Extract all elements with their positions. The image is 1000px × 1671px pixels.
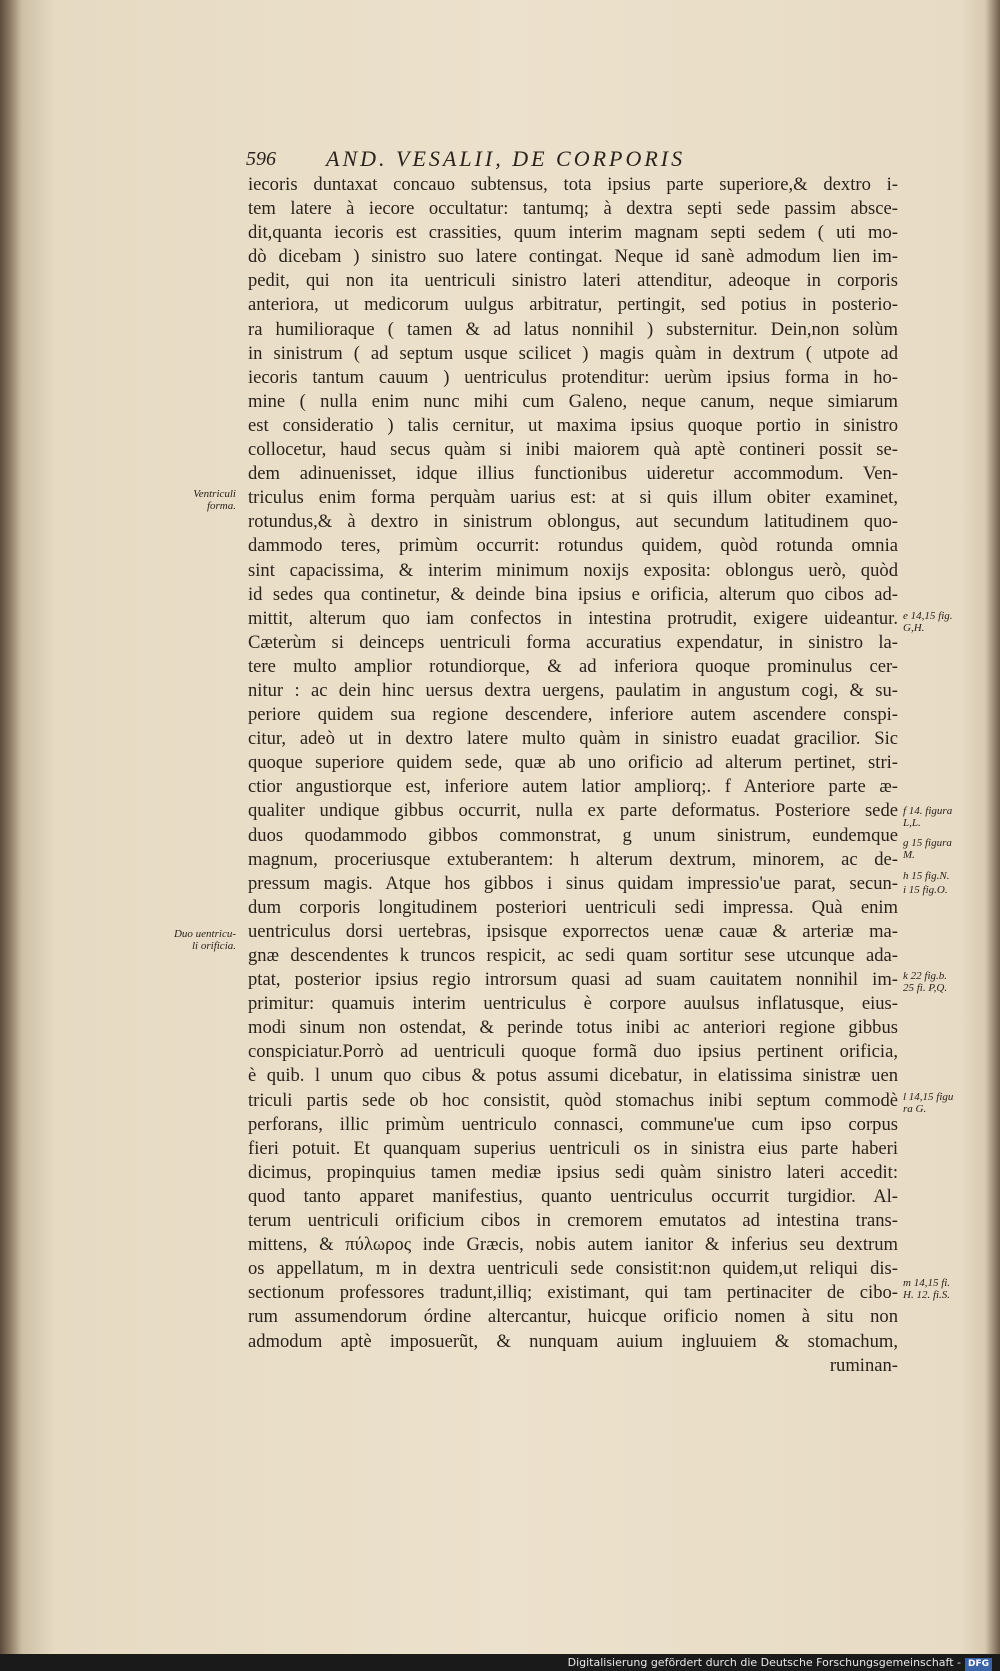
text-line: rotundus,& à dextro in sinistrum oblongus, aut secundum latitudinem quo- bbox=[248, 511, 898, 533]
text-line: quoque superiore quidem sede, quæ ab uno orificio ad alterum pertinet, stri- bbox=[248, 752, 898, 774]
text-line: dicimus, propinquius tamen mediæ ipsius sedi quàm sinistro lateri accedit: bbox=[248, 1161, 898, 1183]
text-line: perforans, illic primùm uentriculo connasci, commune'ue cum ipso corpus bbox=[248, 1113, 898, 1135]
margin-note-ref-f: f 14. figura L,L. bbox=[903, 805, 953, 829]
text-line: dit,quanta iecoris est crassities, quum interim magnam septi sedem ( uti mo- bbox=[248, 222, 898, 244]
text-line: mine ( nulla enim nunc mihi cum Galeno, neque canum, neque simiarum bbox=[248, 390, 898, 412]
text-line: triculus enim forma perquàm uarius est: at si quis illum obiter examinet, bbox=[248, 487, 898, 509]
text-line: mittit, alterum quo iam confectos in intestina protrudit, exigere uideantur. bbox=[248, 607, 898, 629]
text-line: dammodo teres, primùm occurrit: rotundus quidem, quòd rotunda omnia bbox=[248, 535, 898, 557]
text-line: admodum aptè imposuerũt, & nunquam auium ingluuiem & stomachum, bbox=[248, 1330, 898, 1352]
text-line: triculi partis sede ob hoc consistit, quòd stomachus inibi septum commodè bbox=[248, 1089, 898, 1111]
margin-note-ref-e: e 14,15 fig. G,H. bbox=[903, 610, 953, 634]
text-line: qualiter undique gibbus occurrit, nulla ex parte deformatus. Posteriore sede bbox=[248, 800, 898, 822]
body-text bbox=[248, 173, 898, 1378]
text-line: sint capacissima, & interim minimum noxijs exposita: oblongus uerò, quòd bbox=[248, 559, 898, 581]
footer-credit: Digitalisierung gefördert durch die Deutsche Forschungsgemeinschaft - bbox=[567, 1656, 961, 1669]
text-line: dem adinuenisset, idque illius functionibus uideretur accommodum. Ven- bbox=[248, 463, 898, 485]
text-line: modi sinum non ostendat, & perinde totus inibi ac anteriori regione gibbus bbox=[248, 1017, 898, 1039]
margin-note-ref-k: k 22 fig.b. 25 fi. P,Q. bbox=[903, 970, 948, 994]
text-line: Cæterùm si deinceps uentriculi forma accuratius expendatur, in sinistro la- bbox=[248, 631, 898, 653]
text-line: pressum magis. Atque hos gibbos i sinus quidam impressio'ue parat, secun- bbox=[248, 872, 898, 894]
text-line: est consideratio ) talis cernitur, ut maxima ipsius quoque portio in sinistro bbox=[248, 414, 898, 436]
text-line: dum corporis longitudinem posteriori uentriculi sedi impressa. Quà enim bbox=[248, 896, 898, 918]
text-line: anteriora, ut medicorum uulgus arbitratur, pertingit, sed potius in posterio- bbox=[248, 294, 898, 316]
margin-note-ventriculi-forma: Ventriculi forma. bbox=[193, 488, 236, 512]
digitization-footer bbox=[0, 1654, 1000, 1671]
text-line: periore quidem sua regione descendere, inferiore autem ascendere conspi- bbox=[248, 704, 898, 726]
text-line: in sinistrum ( ad septum usque scilicet ) magis quàm in dextrum ( utpote ad bbox=[248, 342, 898, 364]
margin-note-ref-m: m 14,15 fi. H. 12. fi.S. bbox=[903, 1277, 951, 1301]
margin-note-ref-l: l 14,15 figu ra G. bbox=[903, 1091, 954, 1115]
text-line: duos quodammodo gibbos commonstrat, g unum sinistrum, eundemque bbox=[248, 824, 898, 846]
running-head: AND. VESALII, DE CORPORIS bbox=[326, 146, 686, 171]
text-line: tem latere à iecore occultatur: tantumq; à dextra septi sede passim absce- bbox=[248, 198, 898, 220]
text-line: ra humilioraque ( tamen & ad latus nonnihil ) substernitur. Dein,non solùm bbox=[248, 318, 898, 340]
text-line: iecoris tantum cauum ) uentriculus protenditur: uerùm ipsius forma in ho- bbox=[248, 366, 898, 388]
text-line: dò dicebam ) sinistro suo latere contingat. Neque id sanè admodum lien im- bbox=[248, 246, 898, 268]
dfg-logo: DFG bbox=[965, 1658, 992, 1671]
text-line: sectionum professores tradunt,illiq; existimant, qui tam pertinaciter de cibo- bbox=[248, 1282, 898, 1304]
text-line: primitur: quamuis interim uentriculus è corpore auulsus inflatusque, eius- bbox=[248, 993, 898, 1015]
text-line: collocetur, haud secus quàm si inibi maiorem quà aptè contineri possit se- bbox=[248, 439, 898, 461]
text-line: citur, adeò ut in dextro latere multo quàm in sinistro euadat gracilior. Sic bbox=[248, 728, 898, 750]
text-line: fieri potuit. Et quanquam superius uentriculi os in sinistra eius parte haberi bbox=[248, 1137, 898, 1159]
text-line: quod tanto apparet manifestius, quanto uentriculus occurrit turgidior. Al- bbox=[248, 1185, 898, 1207]
text-line: magnum, proceriusque extuberantem: h alterum dextrum, minorem, ac de- bbox=[248, 848, 898, 870]
text-line: conspiciatur.Porrò ad uentriculi quoque formã duo ipsius pertinent orificia, bbox=[248, 1041, 898, 1063]
text-line: è quib. l unum quo cibus & potus assumi dicebatur, in elatissima sinistræ uen bbox=[248, 1065, 898, 1087]
page-header bbox=[246, 148, 778, 174]
text-line: pedit, qui non ita uentriculi sinistro lateri attenditur, adeoque in corporis bbox=[248, 270, 898, 292]
page-number: 596 bbox=[246, 148, 276, 170]
text-line: ctior angustiorque est, inferiore autem latior ampliorq;. f Anteriore parte æ- bbox=[248, 776, 898, 798]
text-line: id sedes qua continetur, & deinde bina ipsius e orificia, alterum quo cibos ad- bbox=[248, 583, 898, 605]
text-line: tere multo amplior rotundiorque, & ad inferiora quoque prominulus cer- bbox=[248, 655, 898, 677]
margin-note-ref-h: h 15 fig.N. bbox=[903, 870, 950, 882]
margin-note-duo-orificia: Duo uentricu- li orificia. bbox=[173, 928, 236, 952]
text-line: gnæ descendentes k truncos respicit, ac sedi quam sortitur sese utcunque ada- bbox=[248, 945, 898, 966]
text-line: terum uentriculi orificium cibos in cremorem emutatos ad intestina trans- bbox=[248, 1210, 898, 1232]
text-line: ruminan- bbox=[829, 1354, 898, 1376]
text-line: os appellatum, m in dextra uentriculi sede consistit:non quidem,ut reliqui dis- bbox=[248, 1258, 898, 1280]
text-line: rum assumendorum órdine altercantur, huicque orificio nomen à situ non bbox=[248, 1306, 898, 1328]
margin-note-ref-i: i 15 fig.O. bbox=[903, 884, 948, 896]
text-line: uentriculus dorsi uertebras, ipsisque exporrectos uenæ cauæ & arteriæ ma- bbox=[248, 920, 898, 942]
text-line: ptat, posterior ipsius regio introrsum quasi ad suam cauitatem nonnihil im- bbox=[248, 969, 898, 991]
text-line: mittens, & πύλωρος inde Græcis, nobis autem ianitor & inferius seu dextrum bbox=[248, 1234, 898, 1256]
margin-note-ref-g: g 15 figura M. bbox=[903, 837, 952, 861]
text-line: iecoris duntaxat concauo subtensus, tota ipsius parte superiore,& dextro i- bbox=[248, 174, 898, 195]
text-line: nitur : ac dein hinc uersus dextra uergens, paulatim in angustum cogi, & su- bbox=[248, 679, 898, 701]
